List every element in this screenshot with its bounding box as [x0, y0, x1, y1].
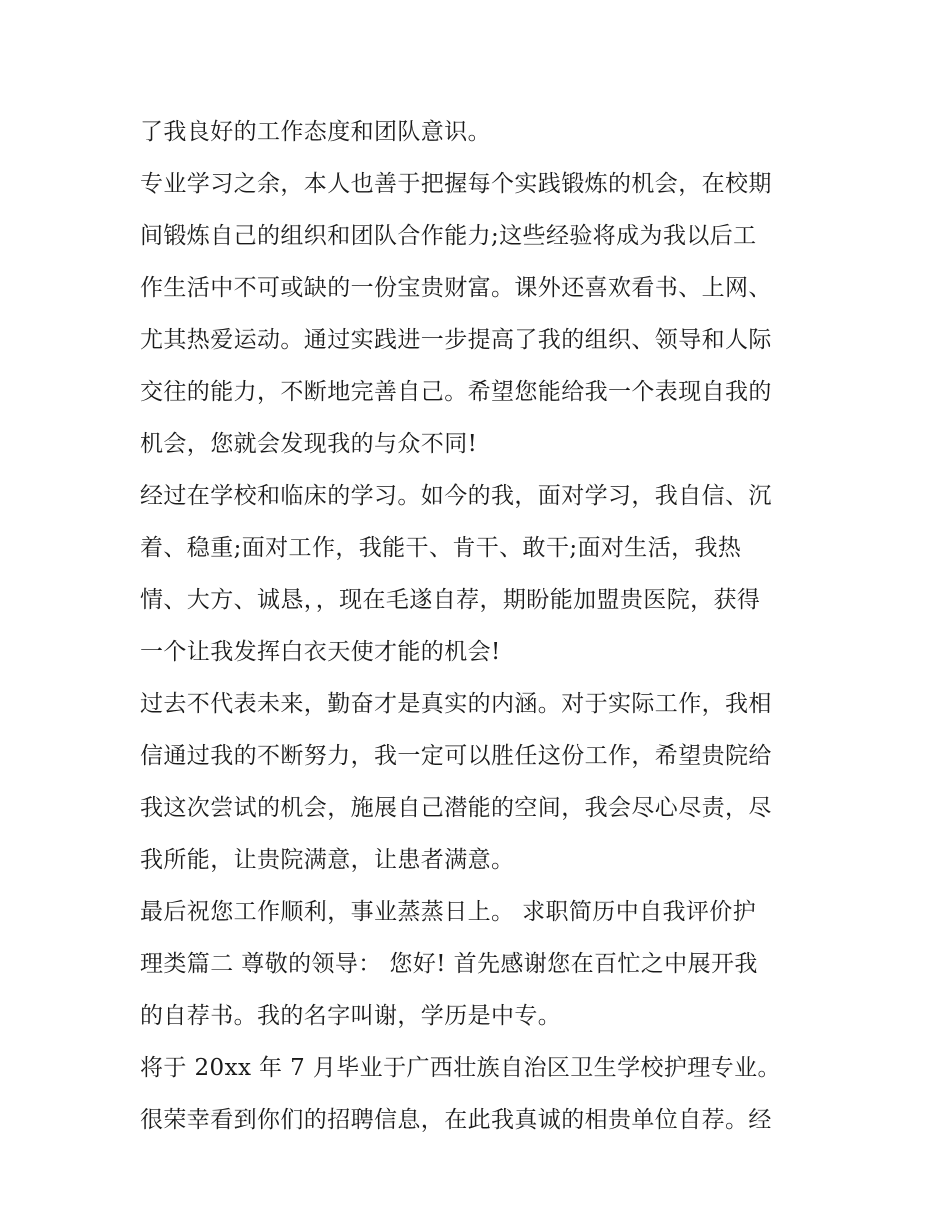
- text-line: 了我良好的工作态度和团队意识。: [140, 119, 491, 145]
- text-line: 我所能，让贵院满意，让患者满意。: [140, 847, 515, 873]
- text-line: 机会，您就会发现我的与众不同!: [140, 431, 478, 457]
- text-line: 的自荐书。我的名字叫谢，学历是中专。: [140, 1003, 562, 1029]
- text-line: 最后祝您工作顺利，事业蒸蒸日上。 求职简历中自我评价护: [140, 899, 757, 925]
- text-line: 尤其热爱运动。通过实践进一步提高了我的组织、领导和人际: [140, 327, 772, 353]
- text-line: 经过在学校和临床的学习。如今的我，面对学习，我自信、沉: [140, 483, 772, 509]
- text-line: 专业学习之余，本人也善于把握每个实践锻炼的机会，在校期: [140, 171, 772, 197]
- text-line: 过去不代表未来，勤奋才是真实的内涵。对于实际工作，我相: [140, 691, 772, 717]
- text-line: 很荣幸看到你们的招聘信息，在此我真诚的相贵单位自荐。经: [140, 1107, 772, 1133]
- text-line: 一个让我发挥白衣天使才能的机会!: [140, 639, 501, 665]
- text-line: 着、稳重;面对工作，我能干、肯干、敢干;面对生活，我热: [140, 535, 742, 561]
- text-line: 情、大方、诚恳，，现在毛遂自荐，期盼能加盟贵医院，获得: [140, 587, 761, 613]
- body-text: [140, 106, 840, 1146]
- text-line: 作生活中不可或缺的一份宝贵财富。课外还喜欢看书、上网、: [140, 275, 772, 301]
- text-line: 将于 20xx 年 7 月毕业于广西壮族自治区卫生学校护理专业。: [140, 1055, 781, 1081]
- text-line: 信通过我的不断努力，我一定可以胜任这份工作，希望贵院给: [140, 743, 772, 769]
- text-line: 我这次尝试的机会，施展自己潜能的空间，我会尽心尽责，尽: [140, 795, 772, 821]
- text-line: 理类篇二 尊敬的领导： 您好! 首先感谢您在百忙之中展开我: [140, 951, 758, 977]
- text-line: 间锻炼自己的组织和团队合作能力;这些经验将成为我以后工: [140, 223, 757, 249]
- text-line: 交往的能力，不断地完善自己。希望您能给我一个表现自我的: [140, 379, 772, 405]
